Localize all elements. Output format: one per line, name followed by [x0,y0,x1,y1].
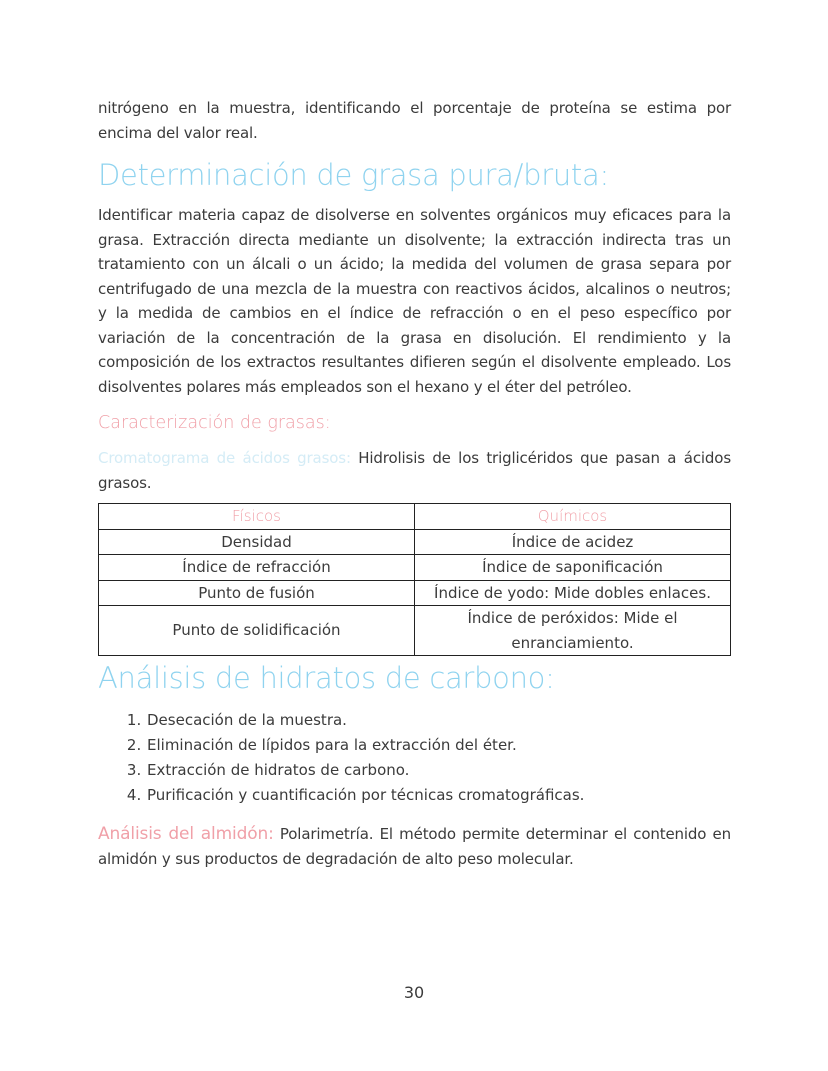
table-row [99,606,731,656]
list-item: 3. Extracción de hidratos de carbono. [146,758,731,783]
list-item: 2. Eliminación de lípidos para la extracción del éter. [146,733,731,758]
cromatograma-label: Cromatograma de ácidos grasos: [98,449,351,467]
caracterizacion-paragraph [98,446,731,495]
table-cell: Índice de acidez [415,529,731,555]
header-fisicos: Físicos [99,504,415,530]
list-item: 4. Purificación y cuantificación por técnicas cromatográficas. [146,783,731,808]
table-cell: Punto de fusión [99,580,415,606]
table-cell: Índice de yodo: Mide dobles enlaces. [415,580,731,606]
almidon-text: Polarimetría. El método permite determinar el contenido en almidón y sus productos de degradación de alto peso molecular. [98,825,731,868]
hidratos-steps-list [98,708,731,808]
table-row [99,580,731,606]
table-cell: Índice de peróxidos: Mide el enranciamiento. [415,606,731,656]
table-header-row [99,504,731,530]
table-cell: Índice de saponificación [415,555,731,581]
caracterizacion-heading: Caracterización de grasas: [98,413,331,433]
table-row [99,529,731,555]
cromatograma-text: Hidrolisis de los triglicéridos que pasan a ácidos grasos. [98,449,731,492]
properties-table [98,503,731,656]
table-row [99,555,731,581]
table-cell: Punto de solidificación [99,606,415,656]
grasa-heading: Determinación de grasa pura/bruta: [98,158,609,192]
table-cell: Índice de refracción [99,555,415,581]
header-quimicos: Químicos [415,504,731,530]
table-cell: Densidad [99,529,415,555]
hidratos-heading: Análisis de hidratos de carbono: [98,661,555,695]
grasa-paragraph: Identificar materia capaz de disolverse en solventes orgánicos muy eficaces para la grasa. Extracción directa mediante un disolvente; la extracción indirecta tras un tratamiento con un álcali o un ácido; la medida del volumen de grasa separa por centrifugado de una mezcla de la muestra con reactivos ácidos, alcalinos o neutros; y la medida de cambios en el índice de refracción o en el peso específico por variación de la concentración de la grasa en disolución. El rendimiento y la composición de los extractos resultantes difieren según el disolvente empleado. Los disolventes polares más empleados son el hexano y el éter del petróleo. [98,206,731,396]
intro-continuation: nitrógeno en la muestra, identificando el porcentaje de proteína se estima por encima del valor real. [98,99,731,142]
page-content [98,96,731,871]
page-number: 30 [403,983,425,1002]
almidon-label: Análisis del almidón: [98,824,274,844]
almidon-paragraph [98,822,731,871]
list-item: 1. Desecación de la muestra. [146,708,731,733]
